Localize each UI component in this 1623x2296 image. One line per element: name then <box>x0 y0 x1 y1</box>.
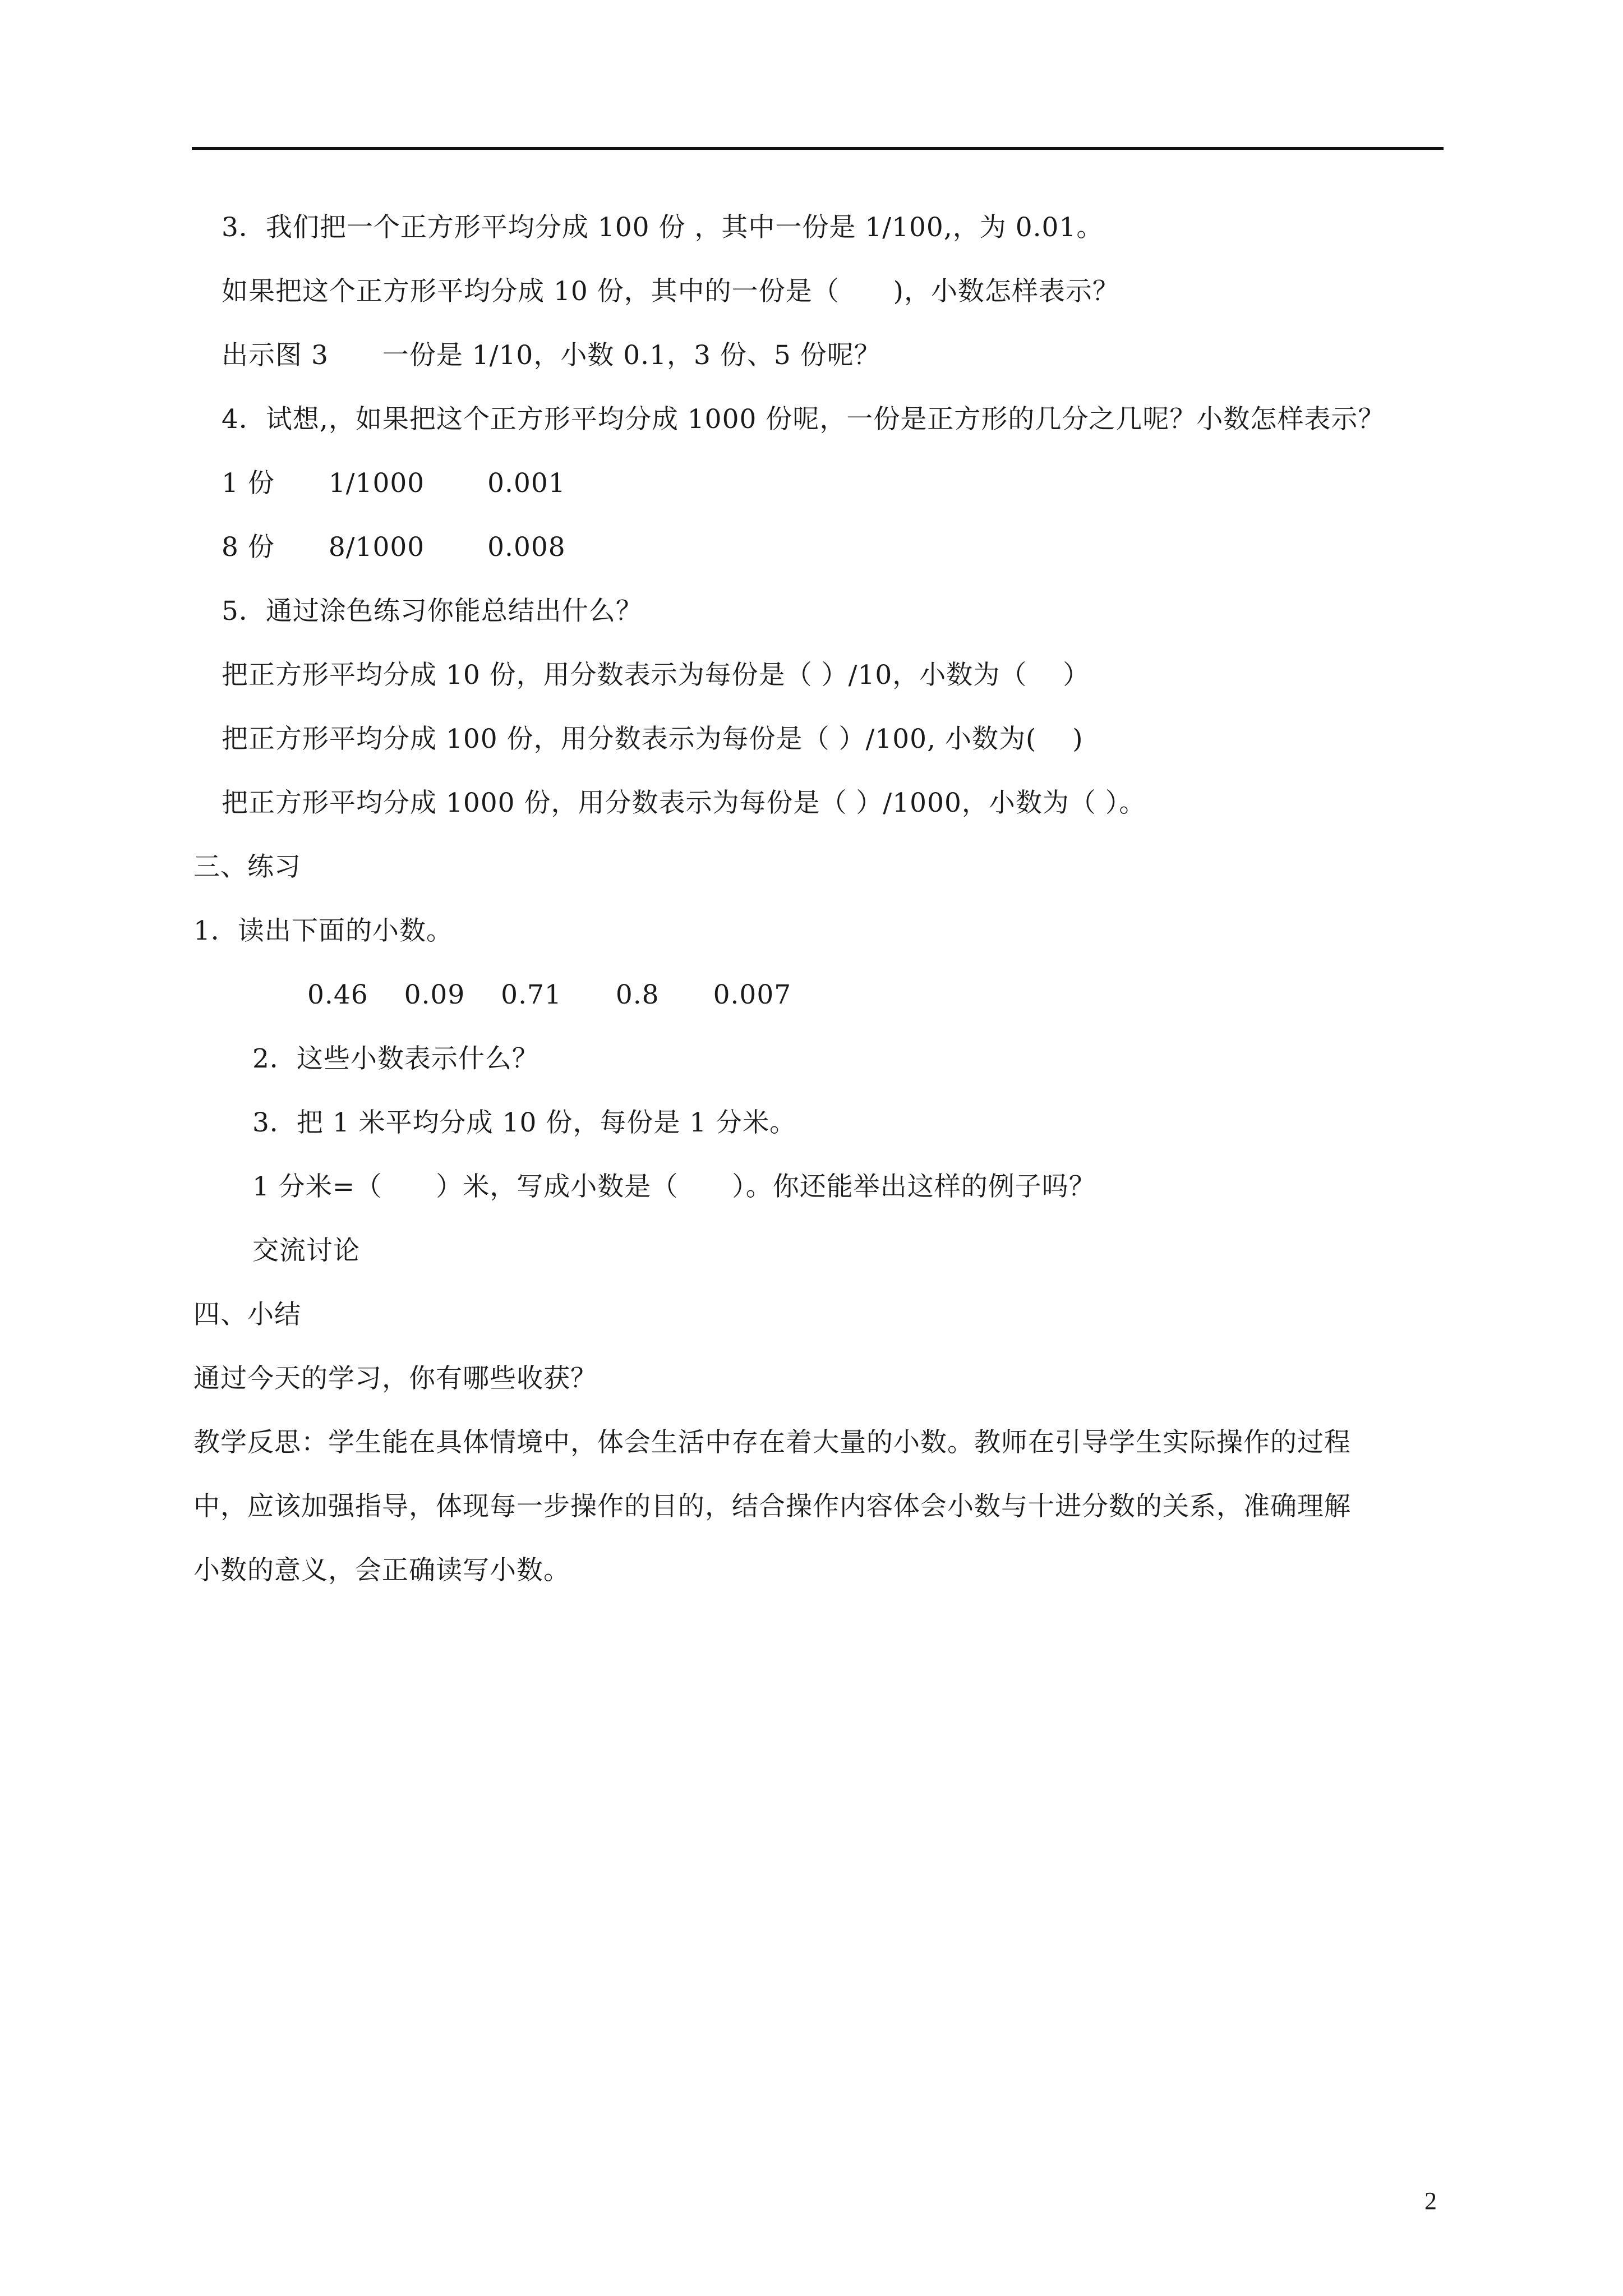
exercise-1-text: 1．读出下面的小数。 <box>193 915 453 946</box>
reflection-text: 教学反思：学生能在具体情境中，体会生活中存在着大量的小数。教师在引导学生实际操作的过程 <box>193 1427 1351 1458</box>
text-line: 交流讨论 <box>252 1235 360 1266</box>
text-line: 把正方形平均分成 100 份，用分数表示为每份是（ ）/100, 小数为( ) <box>222 724 1083 754</box>
section-heading-summary: 四、小结 <box>193 1299 301 1330</box>
decimals-list: 0.46 0.09 0.71 0.8 0.007 <box>307 979 792 1010</box>
header-rule <box>192 147 1444 150</box>
reflection-text: 中，应该加强指导，体现每一步操作的目的，结合操作内容体会小数与十进分数的关系，准确理解 <box>193 1491 1351 1522</box>
item-4-text: 4．试想,，如果把这个正方形平均分成 1000 份呢，一份是正方形的几分之几呢？小数怎样表示？ <box>222 404 1385 435</box>
text-line: 出示图 3 一份是 1/10，小数 0.1，3 份、5 份呢？ <box>222 340 881 371</box>
fraction-row: 1 份 1/1000 0.001 <box>222 468 566 499</box>
text-line: 如果把这个正方形平均分成 10 份，其中的一份是（ )，小数怎样表示？ <box>222 276 1120 307</box>
item-3-text: 3．我们把一个正方形平均分成 100 份 ，其中一份是 1/100,，为 0.01。 <box>222 212 1104 243</box>
text-line: 通过今天的学习，你有哪些收获？ <box>193 1363 597 1394</box>
reflection-text: 小数的意义，会正确读写小数。 <box>193 1555 570 1586</box>
exercise-3-text: 3．把 1 米平均分成 10 份，每份是 1 分米。 <box>252 1107 797 1138</box>
text-line: 把正方形平均分成 1000 份，用分数表示为每份是（ ）/1000，小数为（ ）。 <box>222 788 1146 818</box>
item-5-text: 5．通过涂色练习你能总结出什么？ <box>222 596 643 627</box>
text-line: 把正方形平均分成 10 份，用分数表示为每份是（ ）/10，小数为（ ） <box>222 660 1090 691</box>
text-line: 1 分米=（ ）米，写成小数是（ ）。你还能举出这样的例子吗？ <box>252 1171 1096 1202</box>
section-heading-practice: 三、练习 <box>193 852 301 882</box>
page-number: 2 <box>1424 2187 1437 2215</box>
fraction-row: 8 份 8/1000 0.008 <box>222 532 566 563</box>
exercise-2-text: 2．这些小数表示什么？ <box>252 1043 539 1074</box>
